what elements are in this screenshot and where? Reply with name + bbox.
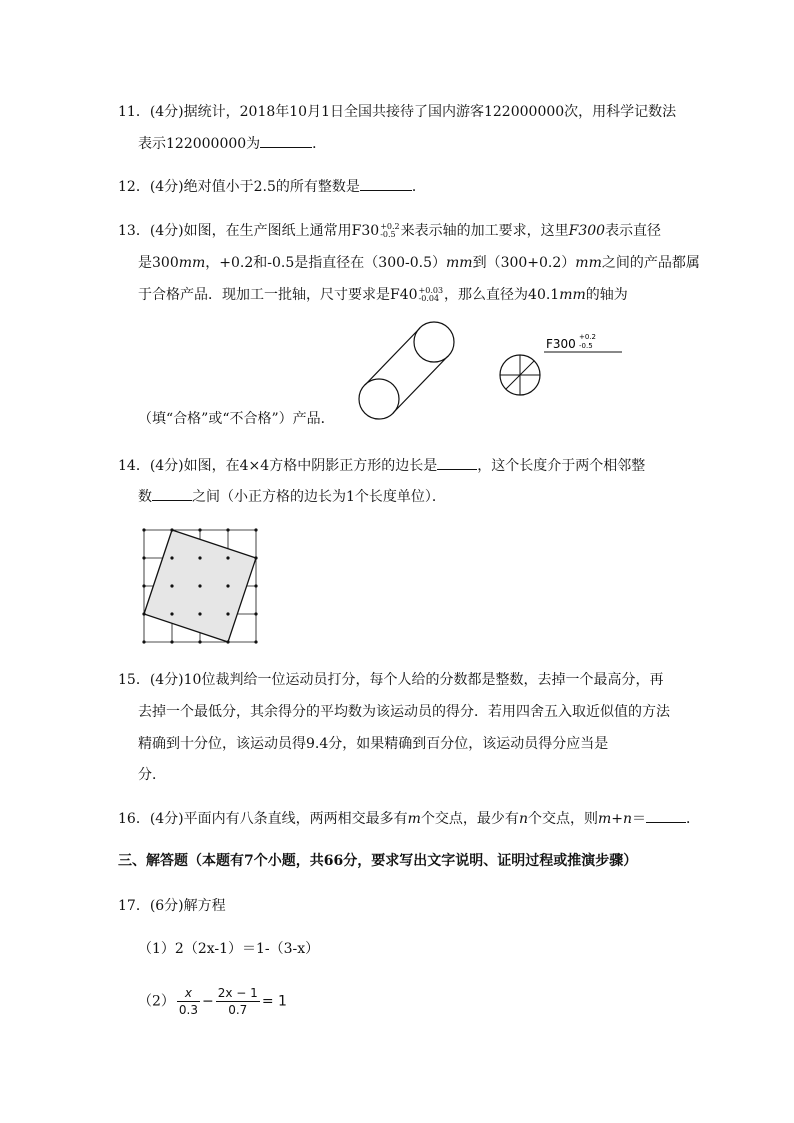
q14-text-c: 数 — [138, 489, 152, 505]
grid-dot — [142, 612, 145, 615]
fig-f300-label: F300 — [546, 337, 576, 351]
grid-dot — [254, 584, 257, 587]
fig-tol-top: +0.2 — [579, 333, 596, 341]
q11-answer-blank[interactable] — [260, 133, 312, 148]
grid-dot — [226, 584, 229, 587]
q14-text-a: 14．(4分)如图，在4×4方格中阴影正方形的边长是 — [118, 458, 438, 474]
q13-line1 — [118, 221, 661, 241]
q13-tol-a-top: +0.2 — [380, 222, 400, 231]
grid-dot — [170, 612, 173, 615]
cylinder-figure — [355, 318, 465, 428]
q13-line3-a: 于合格产品．现加工一批轴，尺寸要求是F40 — [138, 287, 418, 303]
cylinder-side-left — [365, 328, 420, 385]
q17-eq1 — [138, 939, 319, 959]
q11-line2 — [138, 133, 326, 154]
q13-text-c: 表示直径 — [605, 223, 662, 239]
q13-text-b: 来表示轴的加工要求，这里 — [400, 223, 569, 239]
fraction-2-denominator: 0.7 — [228, 1003, 248, 1017]
q13-tolerance-a — [380, 223, 399, 239]
q13-mm-2: mm — [446, 255, 473, 271]
fraction-2 — [216, 985, 260, 1018]
q12-text: 12．(4分)绝对值小于2.5的所有整数是 — [118, 179, 360, 195]
q14-answer-blank-1[interactable] — [437, 455, 477, 470]
grid-figure — [143, 529, 257, 643]
minus-sign: − — [202, 993, 214, 1010]
q14-answer-blank-2[interactable] — [152, 486, 192, 501]
section-3-heading — [118, 851, 637, 871]
q15-text-2: 去掉一个最低分，其余得分的平均数为该运动员的得分．若用四舍五入取近似值的方法 — [138, 704, 670, 720]
q11-text-2: 表示122000000为 — [138, 136, 261, 152]
grid-dot — [170, 640, 173, 643]
q16-line — [118, 808, 700, 829]
diameter-symbol-figure — [498, 330, 628, 400]
grid-dot — [170, 528, 173, 531]
q16-answer-blank[interactable] — [646, 808, 686, 823]
q13-line2-a: 是300 — [138, 255, 179, 271]
q13-tolerance-b — [419, 287, 444, 303]
q13-tol-b-bottom: -0.04 — [418, 294, 440, 303]
grid-dot — [142, 584, 145, 587]
q16-text-c: 个交点，则 — [527, 811, 598, 827]
equation-rhs: = 1 — [261, 993, 287, 1010]
grid-dot — [198, 640, 201, 643]
q17-title — [118, 896, 226, 916]
q17-title-text: 17．(6分)解方程 — [118, 898, 226, 914]
q15-text-4: 分． — [138, 767, 166, 783]
q11-line1 — [118, 102, 676, 122]
grid-dot — [142, 528, 145, 531]
q15-line1 — [118, 670, 663, 690]
q13-line3-b: ，那么直径为40.1 — [444, 287, 560, 303]
grid-dot — [254, 556, 257, 559]
q14-text-b: ，这个长度介于两个相邻整 — [477, 458, 646, 474]
q15-text-1: 15．(4分)10位裁判给一位运动员打分，每个人给的分数都是整数，去掉一个最高分，再 — [118, 672, 664, 688]
q13-line4-text: （填“合格”或“不合格”）产品． — [138, 411, 335, 427]
grid-dot — [198, 528, 201, 531]
q13-line3 — [138, 285, 628, 305]
q13-line2-c: 到（300+0.2） — [472, 255, 576, 271]
q11-text: 11．(4分)据统计，2018年10月1日全国共接待了国内游客122000000次，用科学记数法 — [118, 104, 677, 120]
q13-f300: F300 — [568, 223, 606, 239]
fraction-1-denominator: 0.3 — [178, 1003, 199, 1017]
grid-dot — [198, 612, 201, 615]
cylinder-side-right — [393, 356, 448, 413]
section-3-heading-text: 三、解答题（本题有7个小题，共66分，要求写出文字说明、证明过程或推演步骤） — [118, 853, 638, 869]
grid-dot — [226, 612, 229, 615]
grid-dot — [198, 584, 201, 587]
q16-text-b: 个交点，最少有 — [420, 811, 519, 827]
q12-answer-blank[interactable] — [360, 176, 412, 191]
grid-dot — [142, 556, 145, 559]
q13-line2 — [138, 253, 700, 273]
q13-line3-c: 的轴为 — [585, 287, 628, 303]
grid-dot — [254, 528, 257, 531]
q14-line1 — [118, 455, 645, 476]
q15-line2 — [138, 702, 670, 722]
grid-dot — [226, 556, 229, 559]
q13-text-a: 13．(4分)如图，在生产图纸上通常用F30 — [118, 223, 380, 239]
q17-eq2 — [138, 985, 287, 1018]
grid-dot — [226, 640, 229, 643]
grid-dot — [198, 556, 201, 559]
q14-text-d: 之间（小正方格的边长为1个长度单位）． — [192, 489, 446, 505]
q16-var-n: n — [518, 811, 528, 827]
grid-dot — [254, 640, 257, 643]
q13-mm-3: mm — [575, 255, 602, 271]
grid-dot — [142, 640, 145, 643]
fraction-1-numerator: x — [177, 985, 200, 1002]
q13-tol-a-bottom: -0.5 — [380, 230, 396, 239]
q16-equals: ＝ — [632, 811, 646, 827]
grid-dot — [170, 556, 173, 559]
q13-mm-4: mm — [559, 287, 586, 303]
fraction-1 — [177, 985, 200, 1018]
q13-tol-b-top: +0.03 — [418, 286, 444, 295]
q13-mm-1: mm — [178, 255, 206, 271]
fraction-2-numerator: 2x − 1 — [217, 986, 258, 1000]
q15-text-3: 精确到十分位，该运动员得9.4分，如果精确到百分位，该运动员得分应当是 — [138, 736, 609, 752]
q16-text-a: 16．(4分)平面内有八条直线，两两相交最多有 — [118, 811, 408, 827]
q13-line2-b: ，+0.2和-0.5是指直径在（300-0.5） — [205, 255, 447, 271]
q15-line3 — [138, 734, 608, 754]
q16-var-mn: m+n — [597, 811, 632, 827]
q15-line4 — [138, 765, 166, 785]
grid-dot — [226, 528, 229, 531]
q17-eq2-label: （2） — [138, 993, 175, 1010]
grid-dot — [170, 584, 173, 587]
grid-dot — [254, 612, 257, 615]
q12-line — [118, 176, 426, 197]
q13-line2-d: 之间的产品都属 — [601, 255, 700, 271]
fig-tol-bottom: -0.5 — [579, 342, 593, 350]
q12-end: ． — [411, 179, 426, 195]
q16-end: ． — [686, 811, 700, 827]
q17-eq1-text: （1）2（2x-1）＝1-（3-x） — [138, 941, 320, 957]
q13-line4 — [138, 409, 335, 429]
q14-line2 — [138, 486, 446, 507]
q11-end: ． — [312, 136, 327, 152]
q16-var-m: m — [407, 811, 421, 827]
